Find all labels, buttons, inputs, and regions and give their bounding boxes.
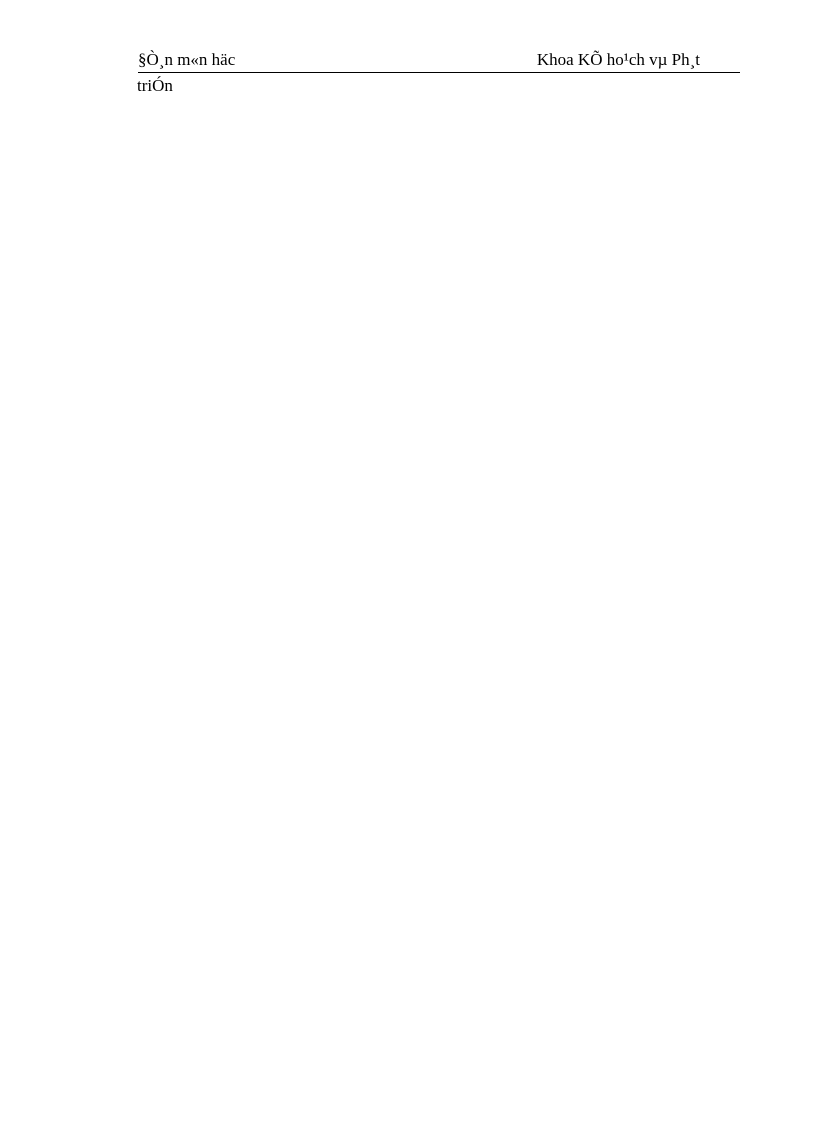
header-faculty: Khoa KÕ ho¹ch vµ Ph¸t bbox=[536, 50, 700, 69]
page-header bbox=[138, 48, 740, 73]
header-continuation: triÓn bbox=[137, 76, 173, 95]
header-course: §Ò¸n m«n häc bbox=[138, 50, 236, 69]
